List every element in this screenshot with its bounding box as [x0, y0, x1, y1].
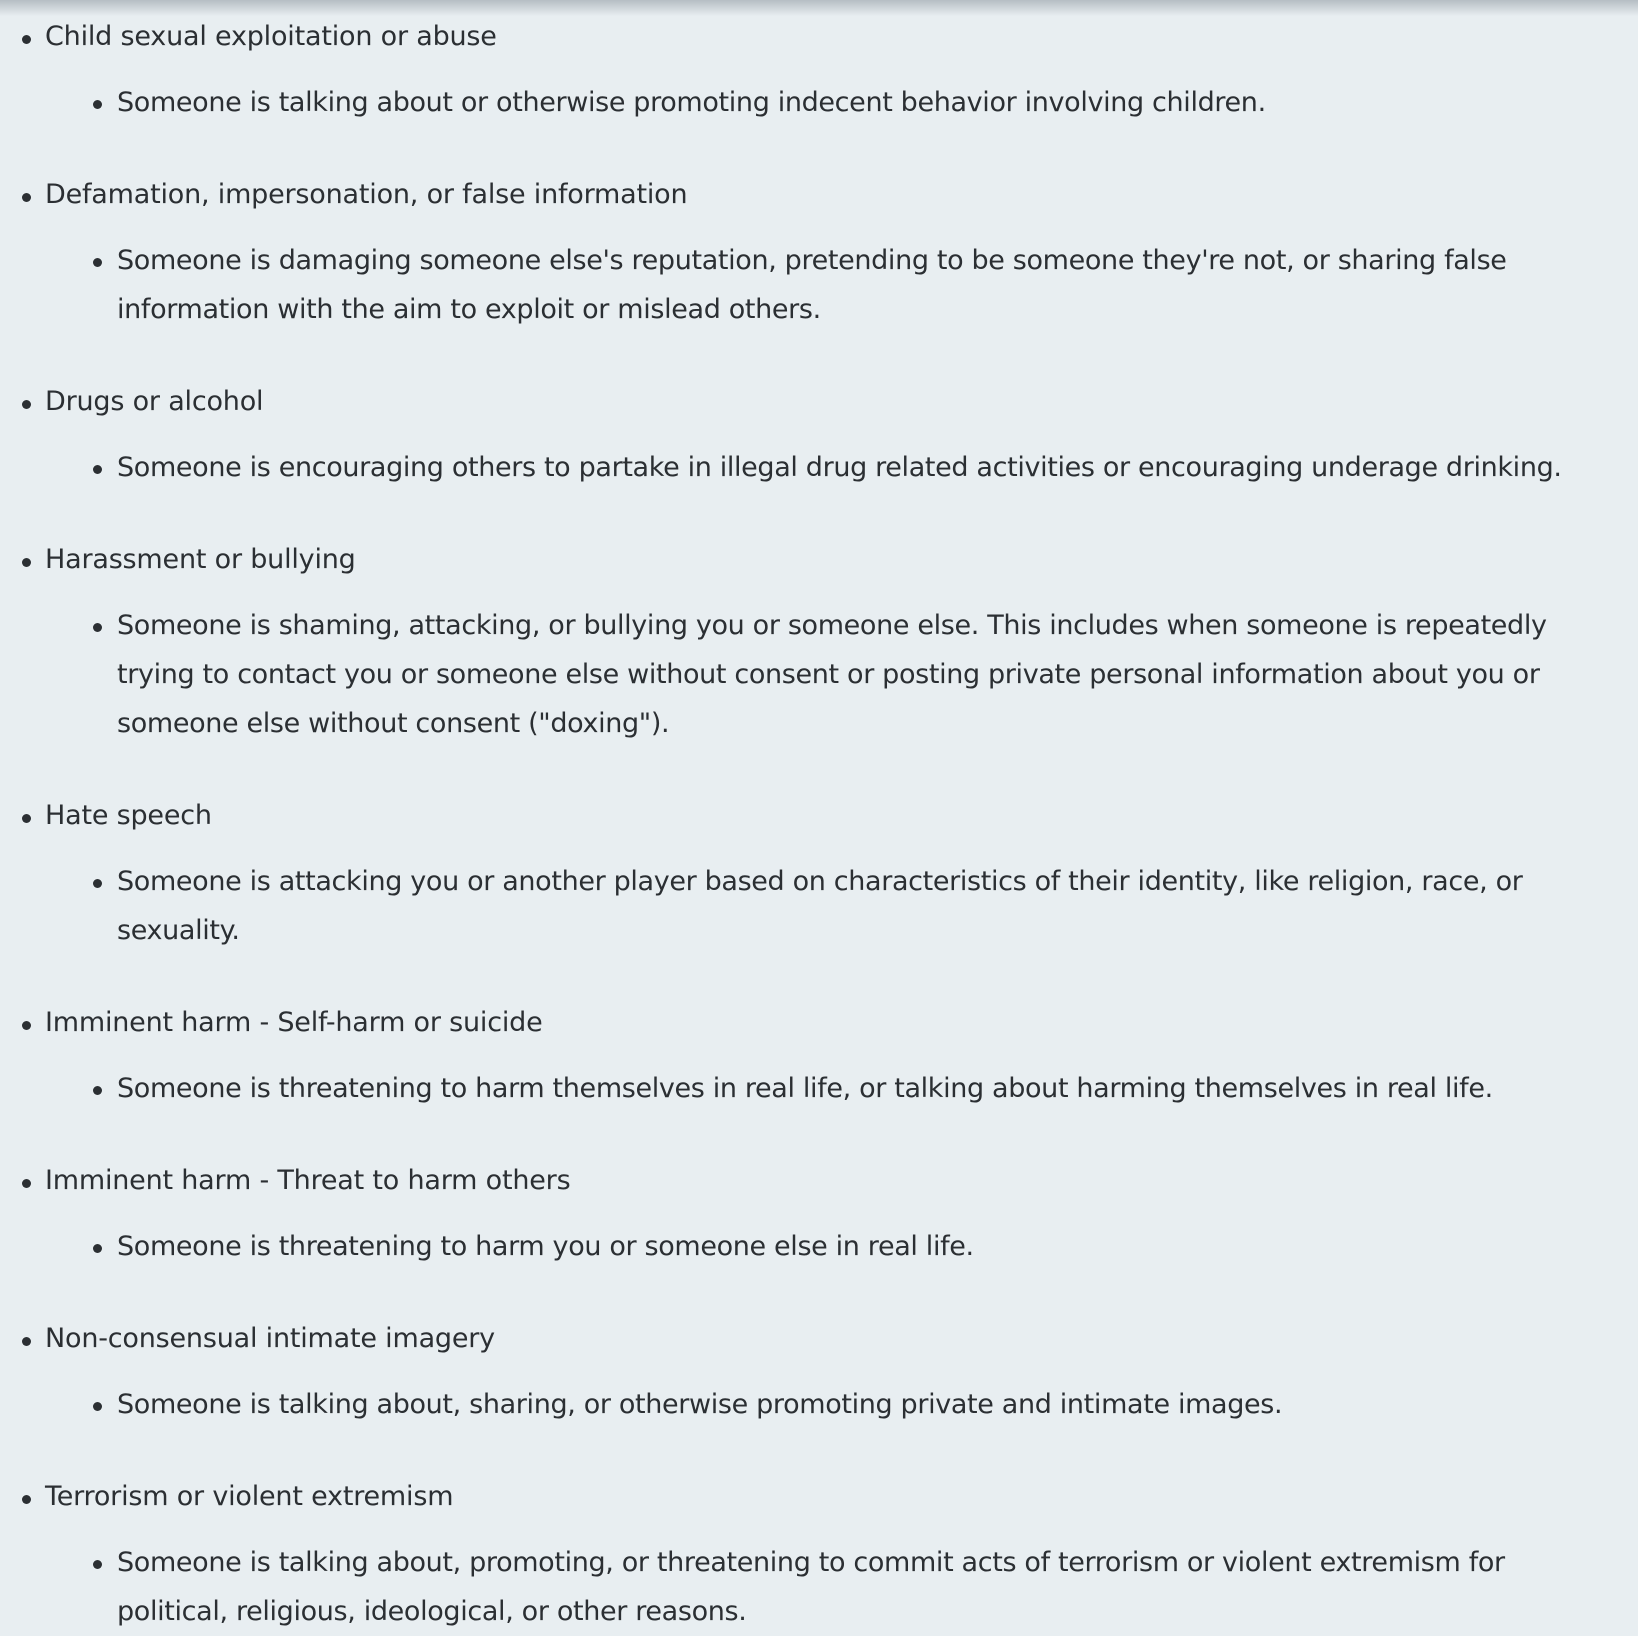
category-description: Someone is damaging someone else's reputation, pretending to be someone they're not, or sharing false information with the aim to exploit or mislead others.: [45, 236, 1638, 334]
category-description: Someone is talking about or otherwise promoting indecent behavior involving children.: [45, 78, 1638, 127]
category-threat-to-others: [0, 1161, 1638, 1271]
category-defamation: [0, 175, 1638, 334]
category-title: Terrorism or violent extremism: [45, 1481, 454, 1512]
category-title: Imminent harm - Threat to harm others: [45, 1165, 571, 1196]
category-detail-list: [45, 236, 1638, 334]
category-detail-list: [45, 1064, 1638, 1113]
category-title: Drugs or alcohol: [45, 386, 264, 417]
category-description: Someone is encouraging others to partake in illegal drug related activities or encouraging underage drinking.: [45, 443, 1638, 492]
category-hate-speech: [0, 796, 1638, 955]
top-scroll-shadow: [0, 0, 1638, 16]
category-detail-list: [45, 1380, 1638, 1429]
category-detail-list: [45, 857, 1638, 955]
report-categories-content: [0, 17, 1638, 1636]
category-detail-list: [45, 1538, 1638, 1636]
category-title: Imminent harm - Self-harm or suicide: [45, 1007, 543, 1038]
category-title: Child sexual exploitation or abuse: [45, 21, 497, 52]
category-detail-list: [45, 601, 1638, 748]
category-description: Someone is threatening to harm themselves in real life, or talking about harming themselves in real life.: [45, 1064, 1638, 1113]
category-harassment-bullying: [0, 540, 1638, 748]
category-intimate-imagery: [0, 1319, 1638, 1429]
category-description: Someone is threatening to harm you or someone else in real life.: [45, 1222, 1638, 1271]
category-title: Hate speech: [45, 800, 212, 831]
category-description: Someone is attacking you or another player based on characteristics of their identity, like religion, race, or sexuality.: [45, 857, 1638, 955]
category-description: Someone is talking about, sharing, or otherwise promoting private and intimate images.: [45, 1380, 1638, 1429]
category-detail-list: [45, 443, 1638, 492]
report-category-list: [0, 17, 1638, 1636]
category-terrorism-extremism: [0, 1477, 1638, 1636]
category-child-sexual-exploitation: [0, 17, 1638, 127]
category-detail-list: [45, 78, 1638, 127]
category-self-harm: [0, 1003, 1638, 1113]
category-description: Someone is talking about, promoting, or threatening to commit acts of terrorism or violent extremism for political, religious, ideological, or other reasons.: [45, 1538, 1638, 1636]
category-detail-list: [45, 1222, 1638, 1271]
category-drugs-alcohol: [0, 382, 1638, 492]
category-title: Non-consensual intimate imagery: [45, 1323, 495, 1354]
category-title: Defamation, impersonation, or false information: [45, 179, 688, 210]
category-description: Someone is shaming, attacking, or bullying you or someone else. This includes when someone is repeatedly trying to contact you or someone else without consent or posting private personal information about you or someone else without consent ("doxing").: [45, 601, 1638, 748]
category-title: Harassment or bullying: [45, 544, 356, 575]
